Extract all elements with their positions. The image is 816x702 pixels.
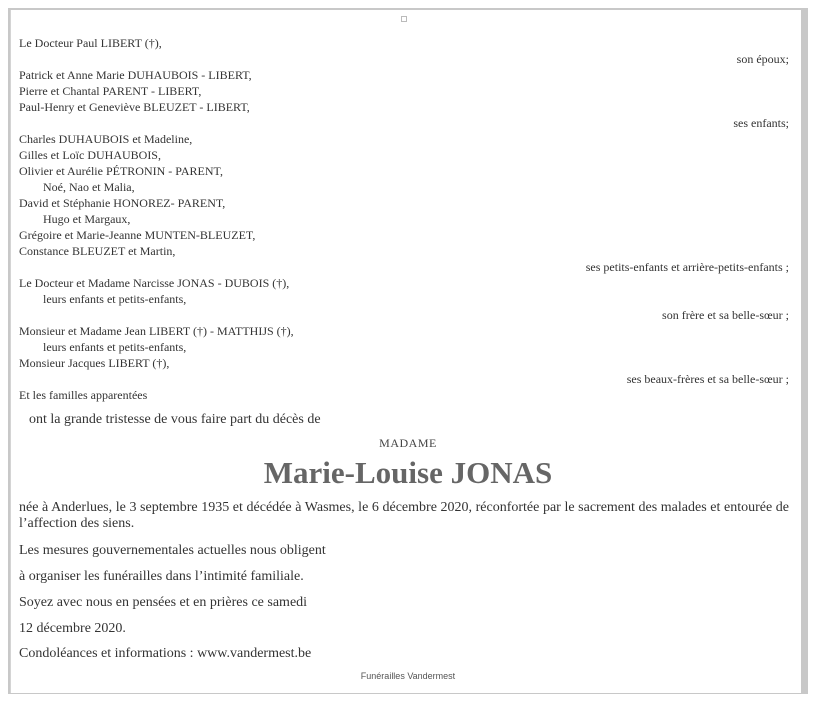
family-line-indented: Hugo et Margaux, [43, 212, 131, 226]
family-line-indented: leurs enfants et petits-enfants, [43, 292, 187, 306]
family-line: Monsieur Jacques LIBERT (†), [19, 356, 170, 370]
relation-label: son frère et sa belle-sœur ; [662, 308, 789, 322]
family-line: Le Docteur et Madame Narcisse JONAS - DUBOIS (†), [19, 276, 290, 290]
honorific-title: MADAME [379, 436, 437, 450]
family-line: Et les familles apparentées [19, 388, 148, 402]
notice-line: 12 décembre 2020. [19, 621, 126, 636]
family-line: Gilles et Loïc DUHAUBOIS, [19, 148, 161, 162]
family-line: Monsieur et Madame Jean LIBERT (†) - MATTHIJS (†), [19, 324, 294, 338]
relation-label: ses petits-enfants et arrière-petits-enfants ; [585, 260, 789, 274]
announcement-text: ont la grande tristesse de vous faire part du décès de [29, 412, 321, 427]
deceased-name: Marie-Louise JONAS [263, 455, 553, 490]
family-line-indented: Noé, Nao et Malia, [43, 180, 135, 194]
resize-handle-icon[interactable] [401, 16, 407, 22]
family-line: Olivier et Aurélie PÉTRONIN - PARENT, [19, 164, 223, 178]
family-line: Patrick et Anne Marie DUHAUBOIS - LIBERT, [19, 68, 252, 82]
notice-line: à organiser les funérailles dans l’intimité familiale. [19, 569, 304, 584]
funeral-home-footer: Funérailles Vandermest [360, 671, 456, 681]
condolences-line: Condoléances et informations : www.vandermest.be [19, 646, 312, 661]
family-line: Constance BLEUZET et Martin, [19, 244, 176, 258]
family-line: Le Docteur Paul LIBERT (†), [19, 36, 162, 50]
family-line: Pierre et Chantal PARENT - LIBERT, [19, 84, 202, 98]
notice-line: Les mesures gouvernementales actuelles nous obligent [19, 543, 326, 558]
relation-label: son époux; [736, 52, 789, 66]
family-line: Paul-Henry et Geneviève BLEUZET - LIBERT, [19, 100, 250, 114]
family-line: Grégoire et Marie-Jeanne MUNTEN-BLEUZET, [19, 228, 256, 242]
family-line: David et Stéphanie HONOREZ- PARENT, [19, 196, 226, 210]
relation-label: ses enfants; [733, 116, 789, 130]
notice-line: Soyez avec nous en pensées et en prières ce samedi [19, 595, 308, 610]
birth-death-details: née à Anderlues, le 3 septembre 1935 et décédée à Wasmes, le 6 décembre 2020, réconfortée par le sacrement des malades et entourée de l’affection des siens. [19, 500, 789, 531]
family-line-indented: leurs enfants et petits-enfants, [43, 340, 187, 354]
family-line: Charles DUHAUBOIS et Madeline, [19, 132, 193, 146]
relation-label: ses beaux-frères et sa belle-sœur ; [626, 372, 789, 386]
